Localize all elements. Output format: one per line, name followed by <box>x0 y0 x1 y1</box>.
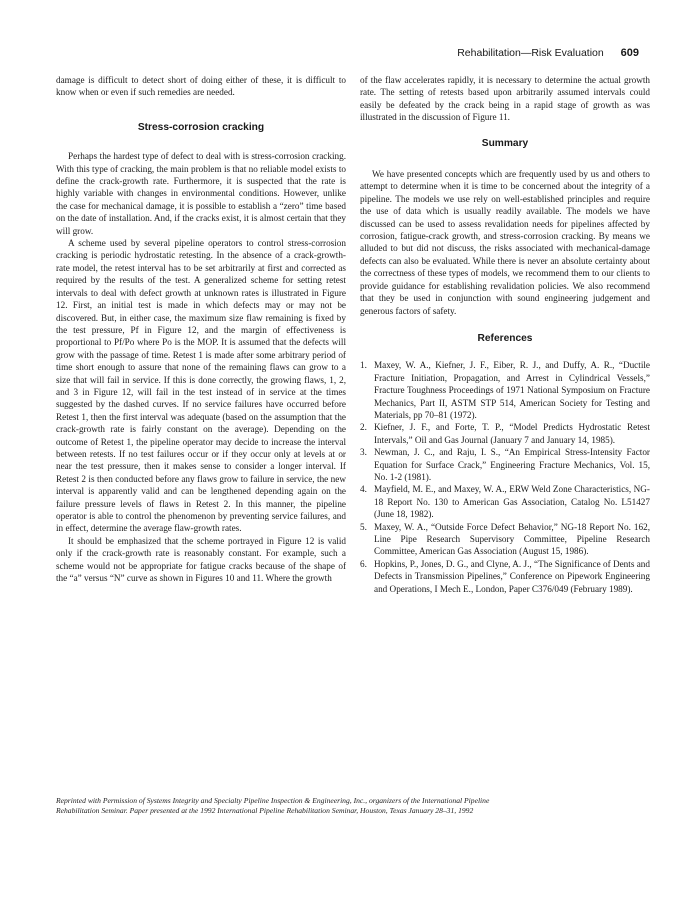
body-paragraph: It should be emphasized that the scheme portrayed in Figure 12 is valid only if the crack-growth rate is reasonably constant. For example, such a scheme would not be appropriate for fatigue cracks because of the shape of the “a” versus “N” curve as shown in Figures 10 and 11. Where the growth <box>56 535 346 584</box>
reference-text: Maxey, W. A., Kiefner, J. F., Eiber, R. J., and Duffy, A. R., “Ductile Fracture Initiation, Propagation, and Arrest in Cylindrical Vessels,” Fracture Toughness Proceedings of 1971 National Symposium on Fracture Mechanics, Part II, ASTM STP 514, American Society for Testing and Materials, pp 70–81 (1972). <box>374 360 650 420</box>
reprint-footnote <box>56 796 656 816</box>
reference-item <box>360 558 650 595</box>
reference-number: 2. <box>360 422 367 433</box>
reference-item <box>360 359 650 421</box>
body-paragraph: A scheme used by several pipeline operators to control stress-corrosion cracking is periodic hydrostatic retesting. In the absence of a crack-growth-rate model, the retest interval has to be set arbitrarily at first and corrected as required by the results of the test. A generalized scheme for setting retest intervals to deal with defect growth at unknown rates is illustrated in Figure 12. First, an initial test is made in which defects may or may not be discovered. But, in either case, the maximum size flaw remaining is fixed by the test pressure, Pf in Figure 12, and the margin of effectiveness is proportional to Pf/Po where Po is the MOP. It is assumed that the defects will grow with the passage of time. Retest 1 is made after some arbitrary period of time short enough to assure that none of the remaining flaws can grow to a size that will fail in service. If this is done correctly, the growing flaws, 1, 2, and 3 in Figure 12, will fail in the test instead of in service at the times suggested by the dashed curves. If no service failures have occurred before Retest 1, then the first interval was adequate (based on the assumption that the crack-growth rate is fairly constant on the average). Depending on the outcome of Retest 1, the pipeline operator may decide to increase the interval between retests. If no test failures occur or if they occur only at levels at or near the test pressure, then it makes sense to consider a longer interval. If Retest 2 is then conducted before any flaws grow to failure in service, the new interval is apparently valid and can be lengthened depending again on the failure pressure levels of flaws in Retest 2. In this manner, the pipeline operator is able to control the phenomenon by preventing service failures, and in effect, determine the average flaw-growth rates. <box>56 238 346 534</box>
footnote-line: Reprinted with Permission of Systems Integrity and Specialty Pipeline Inspection & Engineering, Inc., organizers of the International Pipeline <box>56 796 490 805</box>
reference-text: Mayfield, M. E., and Maxey, W. A., ERW Weld Zone Characteristics, NG-18 Report No. 130 to American Gas Association, Catalog No. L51427 (June 18, 1982). <box>374 484 650 520</box>
reference-number: 1. <box>360 360 367 371</box>
section-heading-stress-corrosion: Stress-corrosion cracking <box>137 121 265 133</box>
reference-text: Hopkins, P., Jones, D. G., and Clyne, A. J., “The Significance of Dents and Defects in Transmission Pipelines,” Conference on Pipework Engineering and Operations, I Mech E., London, Paper C376/049 (February 1989). <box>374 558 650 594</box>
section-heading-references: References <box>477 332 533 344</box>
running-head-title: Rehabilitation—Risk Evaluation <box>457 47 604 59</box>
reference-text: Maxey, W. A., “Outside Force Defect Behavior,” NG-18 Report No. 162, Line Pipe Research Supervisory Committee, Pipeline Research Committee, American Gas Association (August 15, 1986). <box>374 521 650 557</box>
references-list <box>360 359 650 595</box>
body-paragraph: Perhaps the hardest type of defect to deal with is stress-corrosion cracking. With this type of cracking, the main problem is that no reliable model exists to define the crack-growth rate. Furthermore, it is suspected that the rate is highly variable with changes in environmental conditions. However, unlike the case for mechanical damage, it is possible to establish a “zero” time based on the date of installation. And, if the cracks exist, it is almost certain that they will grow. <box>56 151 346 236</box>
reference-number: 5. <box>360 521 367 532</box>
running-head <box>0 47 639 59</box>
summary-paragraph: We have presented concepts which are frequently used by us and others to attempt to determine when it is time to be concerned about the integrity of a pipeline. The models we use rely on well-established principles and require the use of data which is usually readily available. The models we have discussed can be used to assess revalidation needs for pipelines affected by corrosion, fatigue-crack growth, and stress-corrosion cracking. By means we alluded to but did not discuss, the risks associated with mechanical-damage defects can also be evaluated. While there is never an absolute certainty about the correctness of these types of models, we recommend them to our clients to provide guidance for establishing revalidation policies. We also recommend that they be used in conjunction with sound engineering judgement and generous factors of safety. <box>360 169 650 316</box>
right-column <box>360 74 650 595</box>
section-heading-summary: Summary <box>481 137 529 149</box>
page-number: 609 <box>620 47 639 59</box>
intro-paragraph: damage is difficult to detect short of doing either of these, it is difficult to know when or even if such remedies are needed. <box>56 75 346 98</box>
left-column <box>56 74 346 584</box>
reference-text: Newman, J. C., and Raju, I. S., “An Empirical Stress-Intensity Factor Equation for Surface Crack,” Engineering Fracture Mechanics, Vol. 15, No. 1-2 (1981). <box>374 447 650 482</box>
reference-number: 3. <box>360 447 367 458</box>
reference-item <box>360 421 650 446</box>
footnote-line: Rehabilitation Seminar. Paper presented at the 1992 International Pipeline Rehabilitation Seminar, Houston, Texas January 28–31, 1992 <box>56 806 474 815</box>
reference-number: 6. <box>360 558 367 569</box>
reference-item <box>360 521 650 558</box>
continuation-paragraph: of the flaw accelerates rapidly, it is necessary to determine the actual growth rate. The setting of retests based upon arbitrarily assumed intervals could easily be defeated by the crack being in a rapid stage of growth as was illustrated in the discussion of Figure 11. <box>360 75 650 123</box>
reference-number: 4. <box>360 484 367 495</box>
reference-item <box>360 483 650 520</box>
reference-text: Kiefner, J. F., and Forte, T. P., “Model Predicts Hydrostatic Retest Intervals,” Oil and Gas Journal (January 7 and January 14, 1985). <box>374 422 650 445</box>
reference-item <box>360 446 650 483</box>
